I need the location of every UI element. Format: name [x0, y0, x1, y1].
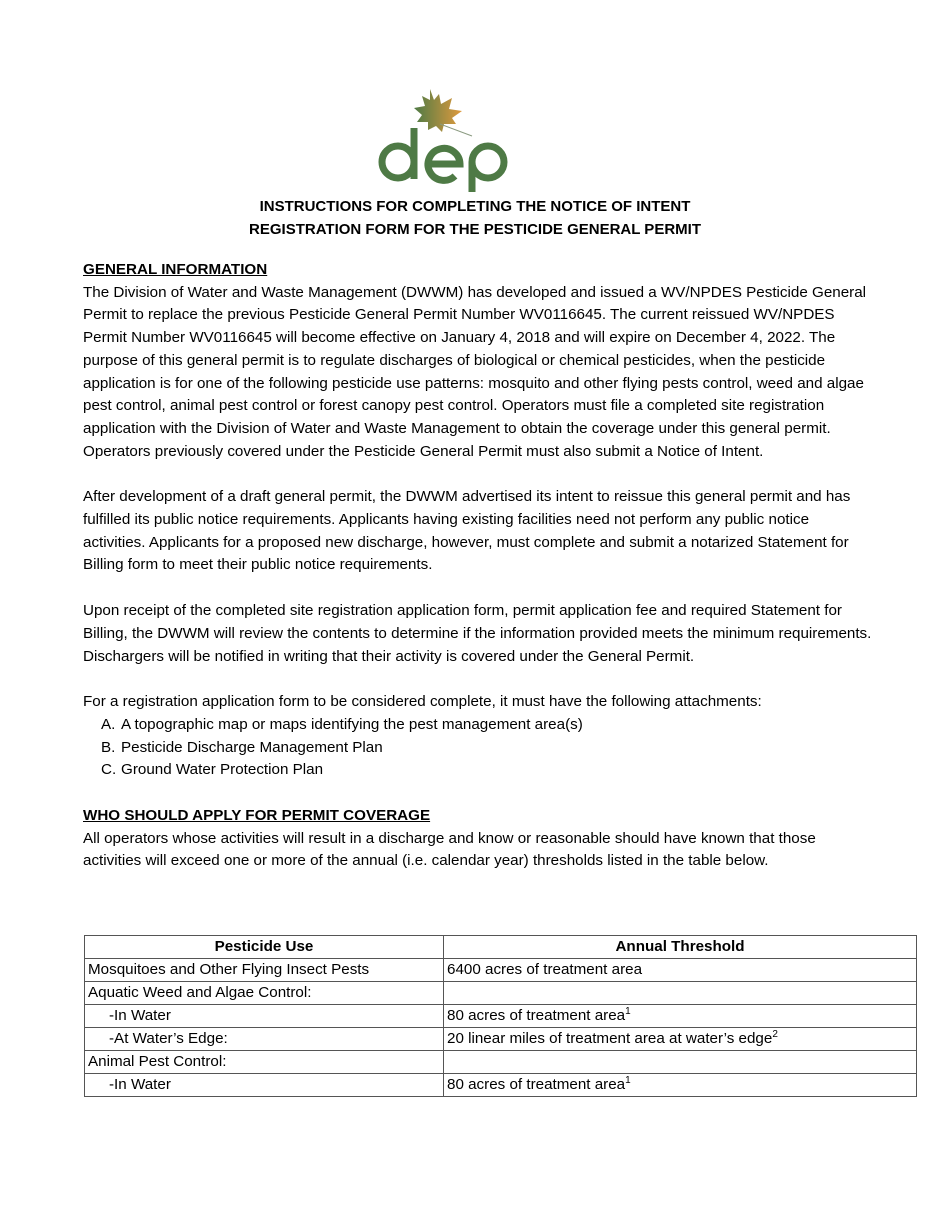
cell-annual-threshold: [444, 1051, 917, 1074]
cell-pesticide-use: Aquatic Weed and Algae Control:: [85, 982, 444, 1005]
list-item: [101, 714, 873, 737]
general-information-heading: GENERAL INFORMATION: [83, 261, 268, 278]
cell-annual-threshold: [444, 1005, 917, 1028]
table-row: [85, 1028, 917, 1051]
table-row: [85, 982, 917, 1005]
paragraph-intro: The Division of Water and Waste Management (DWWM) has developed and issued a WV/NPDES Pesticide General Permit to replace the previous Pesticide General Permit Number WV0116645. The current reissued WV/NPDES Permit Number WV0116645 will become effective on January 4, 2018 and will expire on December 4, 2022. The purpose of this general permit is to regulate discharges of biological or chemical pesticides, when the pesticide application is for one of the following pesticide use patterns: mosquito and other flying pests control, weed and algae pest control, animal pest control or forest canopy pest control. Operators must file a completed site registration application with the Division of Water and Waste Management to obtain the coverage under this general permit. Operators previously covered under the Pesticide General Permit must also submit a Notice of Intent.: [83, 283, 867, 460]
cell-annual-threshold: [444, 1028, 917, 1051]
list-item: [101, 737, 873, 760]
attachments-list: [83, 714, 873, 782]
cell-pesticide-use: -At Water’s Edge:: [85, 1028, 444, 1051]
threshold-table: [84, 935, 917, 1097]
table-row: [85, 1074, 917, 1097]
list-item-text: Ground Water Protection Plan: [121, 761, 324, 779]
table-row: [85, 959, 917, 982]
document-body: [83, 259, 873, 896]
threshold-text: 6400 acres of treatment area: [447, 961, 643, 978]
paragraph-public-notice: After development of a draft general permit, the DWWM advertised its intent to reissue this general permit and has fulfilled its public notice requirements. Applicants having existing facilities need not perform any public notice activities. Applicants for a proposed new discharge, however, must complete and submit a notarized Statement for Billing form to meet their public notice requirements.: [83, 488, 851, 574]
table-row: [85, 1051, 917, 1074]
table-header-row: [85, 936, 917, 959]
cell-pesticide-use: -In Water: [85, 1074, 444, 1097]
cell-pesticide-use: -In Water: [85, 1005, 444, 1028]
cell-pesticide-use: Mosquitoes and Other Flying Insect Pests: [85, 959, 444, 982]
threshold-text: 20 linear miles of treatment area at water’s edge: [447, 1030, 773, 1047]
title-line-1: INSTRUCTIONS FOR COMPLETING THE NOTICE OF INTENT: [259, 198, 691, 215]
dep-logo: [372, 84, 512, 194]
threshold-text: 80 acres of treatment area: [447, 1076, 626, 1093]
list-marker: C.: [101, 761, 117, 779]
list-item-text: A topographic map or maps identifying the pest management area(s): [121, 715, 583, 733]
footnote-marker: 2: [772, 1029, 778, 1040]
header-pesticide-use: Pesticide Use: [85, 936, 444, 959]
list-marker: A.: [101, 715, 116, 733]
threshold-text: 80 acres of treatment area: [447, 1007, 626, 1024]
list-item-text: Pesticide Discharge Management Plan: [121, 738, 383, 756]
cell-annual-threshold: [444, 1074, 917, 1097]
who-should-apply-heading: WHO SHOULD APPLY FOR PERMIT COVERAGE: [83, 807, 431, 825]
footnote-marker: 1: [625, 1075, 631, 1086]
list-item: [101, 759, 873, 782]
title-line-2: REGISTRATION FORM FOR THE PESTICIDE GENERAL PERMIT: [249, 221, 701, 238]
footnote-marker: 1: [625, 1006, 631, 1017]
cell-annual-threshold: [444, 982, 917, 1005]
header-annual-threshold: Annual Threshold: [444, 936, 917, 959]
paragraph-who: All operators whose activities will result in a discharge and know or reasonable should have known that those activities will exceed one or more of the annual (i.e. calendar year) thresholds listed in the table below.: [83, 829, 816, 870]
cell-annual-threshold: [444, 959, 917, 982]
list-marker: B.: [101, 738, 116, 756]
document-title: [0, 195, 950, 241]
table-row: [85, 1005, 917, 1028]
paragraph-review: Upon receipt of the completed site registration application form, permit application fee and required Statement for Billing, the DWWM will review the contents to determine if the information provided meets the minimum requirements. Dischargers will be notified in writing that their activity is covered under the General Permit.: [83, 602, 872, 665]
cell-pesticide-use: Animal Pest Control:: [85, 1051, 444, 1074]
paragraph-attachments: For a registration application form to be considered complete, it must have the following attachments:: [83, 693, 762, 711]
